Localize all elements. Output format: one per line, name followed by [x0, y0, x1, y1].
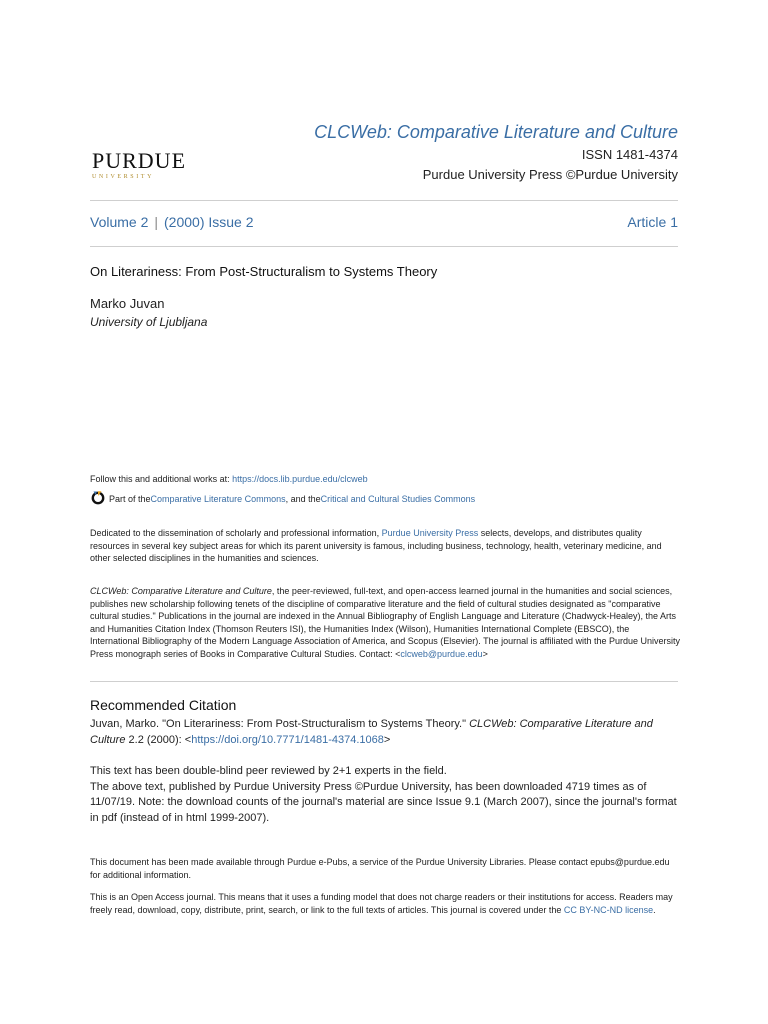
review-line-2: The above text, published by Purdue University Press ©Purdue University, has been downloaded 4719 times as of 11/07/19. Note: the download counts of the journal's material are since Issue 9.1 (March 2007), since the journal's format in pdf (instead of in html 1999-2007).	[90, 780, 677, 824]
doi-link[interactable]: https://doi.org/10.7771/1481-4374.1068	[191, 734, 384, 746]
partof-prefix: Part of the	[109, 493, 151, 504]
citation-end: >	[383, 734, 391, 746]
volume-link[interactable]: Volume 2	[90, 214, 149, 230]
volume-issue-line	[90, 214, 254, 230]
logo-subtitle: UNIVERSITY	[92, 174, 154, 180]
review-line-1: This text has been double-blind peer reviewed by 2+1 experts in the field.	[90, 765, 447, 777]
issue-divider	[90, 246, 678, 247]
issn: ISSN 1481-4374	[581, 147, 678, 162]
follow-line	[90, 473, 368, 486]
publisher: Purdue University Press ©Purdue University	[422, 167, 678, 182]
part-of-line	[90, 489, 475, 509]
review-statement	[90, 764, 680, 826]
article-link[interactable]: Article 1	[627, 214, 678, 230]
recommended-citation-heading: Recommended Citation	[90, 697, 237, 713]
epubs-note: This document has been made available through Purdue e-Pubs, a service of the Purdue University Libraries. Please contact epubs@purdue.edu for additional information.	[90, 857, 670, 880]
citation-text	[90, 716, 680, 748]
critical-cultural-studies-commons-link[interactable]: Critical and Cultural Studies Commons	[320, 493, 476, 504]
author-name: Marko Juvan	[90, 296, 165, 311]
purdue-press-link[interactable]: Purdue University Press	[381, 528, 479, 538]
logo-wordmark: PURDUE	[92, 148, 187, 173]
comparative-literature-commons-link[interactable]: Comparative Literature Commons	[150, 493, 286, 504]
open-access-note	[90, 891, 680, 916]
issue-link[interactable]: (2000) Issue 2	[164, 214, 254, 230]
oa-end: .	[653, 904, 656, 915]
contact-email-link[interactable]: clcweb@purdue.edu	[400, 648, 483, 659]
journal-about-paragraph	[90, 585, 680, 660]
citation-divider	[90, 681, 678, 682]
follow-url-link[interactable]: https://docs.lib.purdue.edu/clcweb	[232, 474, 368, 484]
citation-prefix: Juvan, Marko. "On Literariness: From Post-Structuralism to Systems Theory."	[90, 718, 470, 730]
author-affiliation: University of Ljubljana	[90, 315, 208, 329]
dedication-prefix: Dedicated to the dissemination of scholarly and professional information,	[90, 528, 382, 538]
header-divider	[90, 200, 678, 201]
dedication-rest: selects, develops, and distributes quality resources in several key subject areas for which its parent university is famous, including business, technology, health, veterinary medicine, and other selected disciplines in the humanities and sciences.	[90, 528, 662, 563]
dedication-paragraph	[90, 527, 680, 565]
commons-network-icon	[90, 489, 109, 509]
paper-title: On Literariness: From Post-Structuralism to Systems Theory	[90, 264, 438, 279]
citation-journal: CLCWeb: Comparative Literature and Culture	[90, 718, 653, 746]
oa-text: This is an Open Access journal. This means that it uses a funding model that does not charge readers or their institutions for access. Readers may freely read, download, copy, distribute, print, search, or link to the full texts of articles. This journal is covered under the	[90, 892, 673, 915]
about-journal-name: CLCWeb: Comparative Literature and Culture	[90, 586, 272, 596]
purdue-logo	[92, 148, 187, 180]
journal-title-link[interactable]: CLCWeb: Comparative Literature and Culture	[314, 122, 678, 142]
partof-middle: , and the	[285, 493, 321, 504]
follow-prefix: Follow this and additional works at:	[90, 474, 233, 484]
about-end: >	[482, 648, 488, 659]
separator: |	[154, 214, 159, 230]
citation-volume: 2.2 (2000): <	[125, 734, 192, 746]
about-text: , the peer-reviewed, full-text, and open-access learned journal in the humanities and social sciences, publishes new scholarship following tenets of the discipline of comparative literature and the field of cultural studies designated as "comparative cultural studies." Publications in the journal are indexed in the Annual Bibliography of English Language and Literature (Chadwyck-Healey), the Arts and Humanities Citation Index (Thomson Reuters ISI), the Humanities Index (Wilson), Humanities International Complete (EBSCO), the International Bibliography of the Modern Language Association of America, and Scopus (Elsevier). The journal is affiliated with the Purdue University Press monograph series of Books in Comparative Cultural Studies. Contact: <	[90, 586, 681, 659]
license-link[interactable]: CC BY-NC-ND license	[563, 904, 654, 915]
